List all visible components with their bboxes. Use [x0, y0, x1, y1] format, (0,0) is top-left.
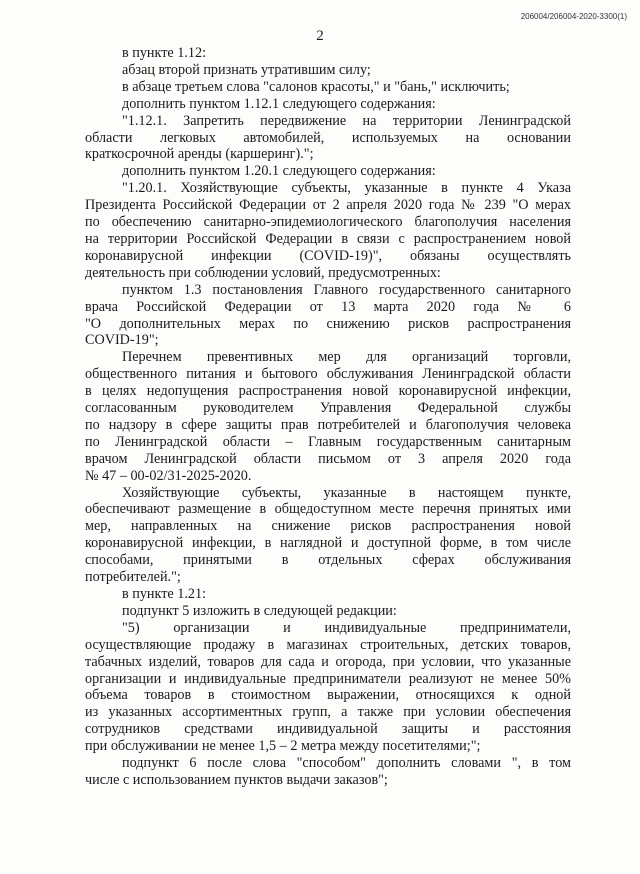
text-line: коронавирусной инфекции (COVID-19)", обязаны осуществлять — [85, 247, 571, 264]
text-line: мер, направленных на снижение рисков распространения новой — [85, 518, 571, 535]
text-line: потребителей."; — [85, 569, 181, 586]
text-line: пунктом 1.3 постановления Главного государственного санитарного — [122, 281, 571, 298]
text-line: деятельность при соблюдении условий, предусмотренных: — [85, 264, 441, 281]
text-line: в пункте 1.21: — [122, 586, 207, 602]
text-line: абзац второй признать утратившим силу; — [122, 61, 371, 78]
text-line: организации и индивидуальные предприниматели реализуют не менее 50% — [85, 670, 571, 687]
text-line: обеспечивают размещение в общедоступном месте перечня принятых ими — [85, 501, 571, 518]
text-line: дополнить пунктом 1.20.1 следующего содержания: — [122, 163, 436, 180]
text-line: "О дополнительных мерах по снижению рисков распространения — [85, 315, 571, 332]
text-line: в пункте 1.12: — [122, 45, 207, 61]
text-line: подпункт 6 после слова "способом" дополнить словами ", в том — [122, 755, 571, 772]
text-line: Хозяйствующие субъекты, указанные в настоящем пункте, — [122, 484, 571, 501]
text-line: согласованным руководителем Управления Федеральной службы — [85, 400, 571, 417]
text-line: способами, принятыми в отдельных сферах обслуживания — [85, 552, 571, 569]
text-line: дополнить пунктом 1.12.1 следующего содержания: — [122, 95, 436, 112]
text-line: из указанных ассортиментных групп, а также при условии обеспечения — [85, 704, 571, 721]
document-code: 206004/206004-2020-3300(1) — [520, 12, 627, 21]
page-number: 2 — [316, 28, 324, 44]
text-line: объема товаров в стоимостном выражении, относящихся к одной — [85, 687, 571, 704]
text-line: COVID-19"; — [85, 332, 159, 349]
text-line: сотрудников средствами индивидуальной защиты и расстояния — [85, 721, 571, 738]
text-line: на территории Российской Федерации в связи с распространением новой — [85, 230, 571, 247]
text-line: осуществляющие продажу в магазинах строительных, детских товаров, — [85, 636, 571, 653]
text-line: табачных изделий, товаров для сада и огорода, при условии, что указанные — [85, 653, 571, 670]
text-line: Перечнем превентивных мер для организаций торговли, — [122, 349, 571, 366]
text-line: в целях недопущения распространения новой коронавирусной инфекции, — [85, 383, 571, 400]
text-line: подпункт 5 изложить в следующей редакции: — [122, 602, 397, 619]
text-line: № 47 – 00-02/31-2025-2020. — [85, 467, 252, 484]
text-line: врачом Ленинградской области письмом от 3 апреля 2020 года — [85, 450, 571, 467]
text-line: краткосрочной аренды (каршеринг)."; — [85, 146, 314, 163]
document-body — [85, 45, 571, 789]
text-line: по обеспечению санитарно-эпидемиологического благополучия населения — [85, 214, 571, 231]
text-line: коронавирусной инфекции, в наглядной и доступной форме, в том числе — [85, 535, 571, 552]
text-line: "1.12.1. Запретить передвижение на территории Ленинградской — [122, 112, 571, 129]
text-line: "5) организации и индивидуальные предприниматели, — [122, 619, 571, 636]
text-line: в абзаце третьем слова "салонов красоты," и "бань," исключить; — [122, 78, 510, 95]
text-line: общественного питания и бытового обслуживания Ленинградской области — [85, 366, 571, 383]
text-line: числе с использованием пунктов выдачи заказов"; — [85, 771, 388, 788]
text-line: врача Российской Федерации от 13 марта 2020 года № 6 — [85, 298, 571, 315]
text-line: по Ленинградской области – Главным государственным санитарным — [85, 433, 571, 450]
text-line: при обслуживании не менее 1,5 – 2 метра между посетителями;"; — [85, 738, 481, 755]
text-line: по надзору в сфере защиты прав потребителей и благополучия человека — [85, 416, 571, 433]
text-line: области легковых автомобилей, используемых на основании — [85, 129, 571, 146]
text-line: Президента Российской Федерации от 2 апреля 2020 года № 239 "О мерах — [85, 197, 571, 214]
text-line: "1.20.1. Хозяйствующие субъекты, указанные в пункте 4 Указа — [122, 180, 571, 197]
